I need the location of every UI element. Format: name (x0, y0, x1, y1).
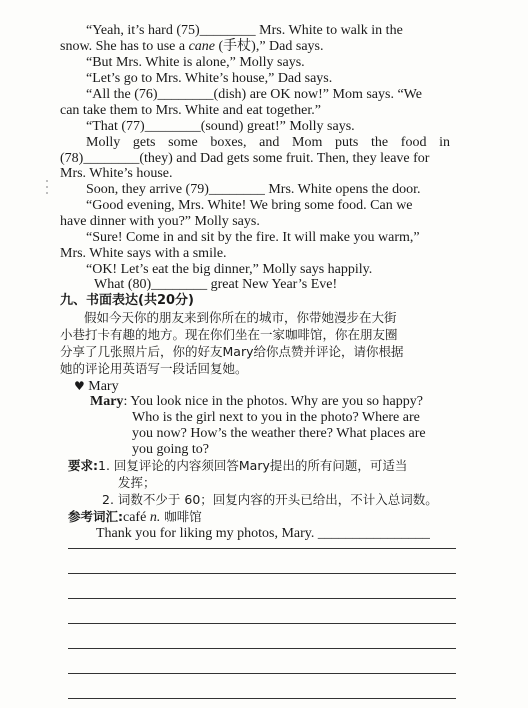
vocab-meaning: 咖啡馆 (160, 509, 202, 524)
requirement-text: 发挥； (118, 475, 156, 490)
story-line: Mrs. White’s house. (60, 166, 173, 181)
writing-line[interactable] (68, 698, 456, 699)
comment-author: Mary (90, 394, 124, 409)
requirement-label: 要求: (68, 458, 98, 473)
vocab-line (68, 509, 202, 526)
requirement-2: 2. 词数不少于 60；回复内容的开头已给出，不计入总词数。 (102, 492, 438, 507)
writing-line[interactable] (68, 598, 456, 599)
story-line: “Sure! Come in and sit by the fire. It will make you warm,” (86, 230, 420, 245)
story-line: “Yeah, it’s hard (75)________ Mrs. White to walk in the (86, 23, 403, 38)
story-line: “Let’s go to Mrs. White’s house,” Dad says. (86, 71, 333, 86)
story-line: have dinner with you?” Molly says. (60, 214, 260, 229)
like-name: Mary (88, 379, 119, 394)
task-intro-line: 小巷打卡有趣的地方。现在你们坐在一家咖啡馆，你在朋友圈 (60, 327, 398, 342)
like-row (74, 378, 119, 395)
story-line: “That (77)________(sound) great!” Molly says. (86, 119, 355, 134)
section-heading: 九、书面表达(共20分) (60, 293, 194, 308)
writing-line[interactable] (68, 573, 456, 574)
requirement-text: 1. 回复评论的内容须回答Mary提出的所有问题，可适当 (98, 458, 408, 473)
story-line: (78)________(they) and Dad gets some fruit. Then, they leave for (60, 151, 430, 166)
margin-dot (46, 192, 48, 194)
requirement-1 (68, 458, 407, 475)
vocab-word: café (123, 510, 150, 525)
story-line: What (80)________ great New Year’s Eve! (94, 277, 338, 292)
task-intro-line: 她的评论用英语写一段话回复她。 (60, 361, 248, 376)
comment-line: you now? How’s the weather there? What places are (132, 426, 426, 441)
story-line: Soon, they arrive (79)________ Mrs. White opens the door. (86, 182, 421, 197)
story-line: can take them to Mrs. White and eat together.” (60, 103, 321, 118)
story-line: Molly gets some boxes, and Mom puts the food in (86, 135, 450, 150)
comment-line: Who is the girl next to you in the photo? Where are (132, 410, 420, 425)
story-line: “All the (76)________(dish) are OK now!” Mom says. “We (86, 87, 422, 102)
story-line: “Good evening, Mrs. White! We bring some food. Can we (86, 198, 413, 213)
story-text: (手杖),” Dad says. (215, 39, 324, 54)
story-line: “OK! Let’s eat the big dinner,” Molly says happily. (86, 262, 373, 277)
answer-start: Thank you for liking my photos, Mary. ________________ (96, 526, 430, 541)
task-intro-line: 分享了几张照片后，你的好友Mary给你点赞并评论，请你根据 (60, 344, 404, 359)
vocab-pos: n. (149, 510, 161, 525)
writing-line[interactable] (68, 648, 456, 649)
vocab-label: 参考词汇: (68, 509, 123, 524)
comment-line (90, 394, 423, 410)
story-line: Mrs. White says with a smile. (60, 246, 227, 261)
task-intro-line: 假如今天你的朋友来到你所在的城市，你带她漫步在大街 (84, 310, 397, 325)
margin-dot (46, 186, 48, 188)
margin-dot (46, 180, 48, 182)
comment-line: you going to? (132, 442, 209, 457)
story-italic-word: cane (188, 39, 216, 54)
story-line: “But Mrs. White is alone,” Molly says. (86, 55, 305, 70)
comment-text: : You look nice in the photos. Why are you so happy? (123, 394, 423, 409)
writing-line[interactable] (68, 673, 456, 674)
story-line (60, 39, 324, 55)
writing-line[interactable] (68, 548, 456, 549)
heart-icon: ♥ (74, 379, 85, 393)
story-text: snow. She has to use a (60, 39, 189, 54)
writing-line[interactable] (68, 623, 456, 624)
